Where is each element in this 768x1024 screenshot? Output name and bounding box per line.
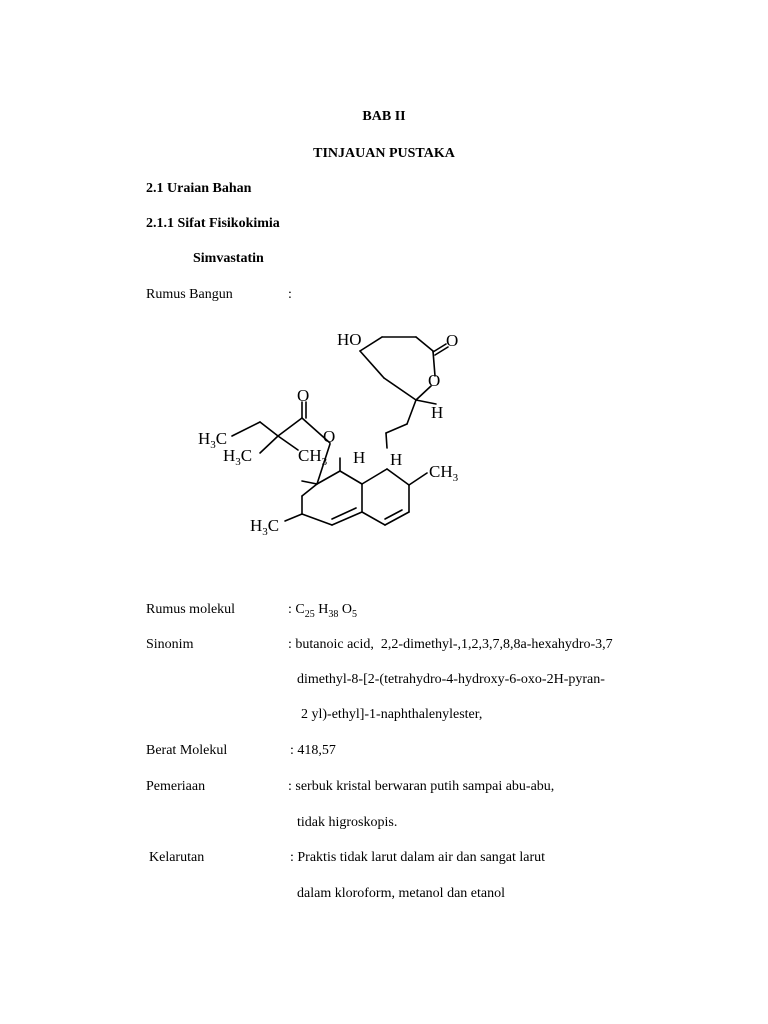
formula-oxygen: O — [341, 602, 352, 617]
label-o-carbonyl-right: O — [446, 331, 459, 350]
structural-formula — [190, 318, 490, 548]
pemeriaan-line-1: : serbuk kristal berwaran putih sampai abu-abu, — [288, 779, 555, 794]
section-heading: 2.1 Uraian Bahan — [146, 181, 252, 196]
kelarutan-label: Kelarutan — [149, 850, 205, 865]
label-h-bridge-left: H — [353, 448, 366, 467]
kelarutan-line-1: : Praktis tidak larut dalam air dan sangat larut — [290, 850, 546, 865]
sinonim-line-1: : butanoic acid, 2,2-dimethyl-,1,2,3,7,8,8a-hexahydro-3,7 — [288, 637, 613, 652]
chapter-title: TINJAUAN PUSTAKA — [313, 146, 455, 161]
label-o-carbonyl-left: O — [297, 386, 310, 405]
label-ch3-quaternary-right: $CH_3$ — [298, 446, 328, 468]
sinonim-line-3: 2 yl)-ethyl]-1-naphthalenylester, — [301, 707, 483, 722]
rumus-molekul-value — [288, 603, 357, 620]
formula-prefix: : — [288, 602, 296, 617]
formula-hydrogen-count: 38 — [328, 608, 339, 620]
sinonim-line-2: dimethyl-8-[2-(tetrahydro-4-hydroxy-6-oxo-2H-pyran- — [297, 672, 605, 687]
label-ch3-ethyl: $H_3C$ — [198, 429, 228, 451]
sinonim-label: Sinonim — [146, 637, 194, 652]
pemeriaan-line-2: tidak higroskopis. — [297, 815, 398, 830]
label-ch3-ring-right: $CH_3$ — [429, 462, 459, 484]
label-ho: HO — [337, 330, 362, 349]
compound-name: Simvastatin — [193, 251, 264, 266]
label-ch3-ring-bottom: $H_3C$ — [250, 516, 280, 538]
pemeriaan-label: Pemeriaan — [146, 779, 206, 794]
berat-molekul-label: Berat Molekul — [146, 743, 228, 758]
formula-carbon-count: 25 — [304, 608, 315, 620]
rumus-molekul-label: Rumus molekul — [146, 602, 236, 617]
formula-carbon: C — [295, 602, 305, 617]
formula-hydrogen: H — [318, 602, 329, 617]
label-h-lactone: H — [431, 403, 444, 422]
formula-oxygen-count: 5 — [351, 608, 357, 620]
berat-molekul-value: : 418,57 — [290, 743, 336, 758]
subsection-heading: 2.1.1 Sifat Fisikokimia — [146, 216, 280, 231]
rumus-bangun-label: Rumus Bangun — [146, 287, 233, 302]
label-o-ring: O — [428, 371, 441, 390]
label-o-ester: O — [323, 427, 336, 446]
chapter-number: BAB II — [362, 109, 406, 124]
rumus-bangun-colon: : — [288, 287, 292, 302]
label-h-bridge-right: H — [390, 450, 403, 469]
label-ch3-quaternary-left: $H_3C$ — [223, 446, 253, 468]
kelarutan-line-2: dalam kloroform, metanol dan etanol — [297, 886, 505, 901]
